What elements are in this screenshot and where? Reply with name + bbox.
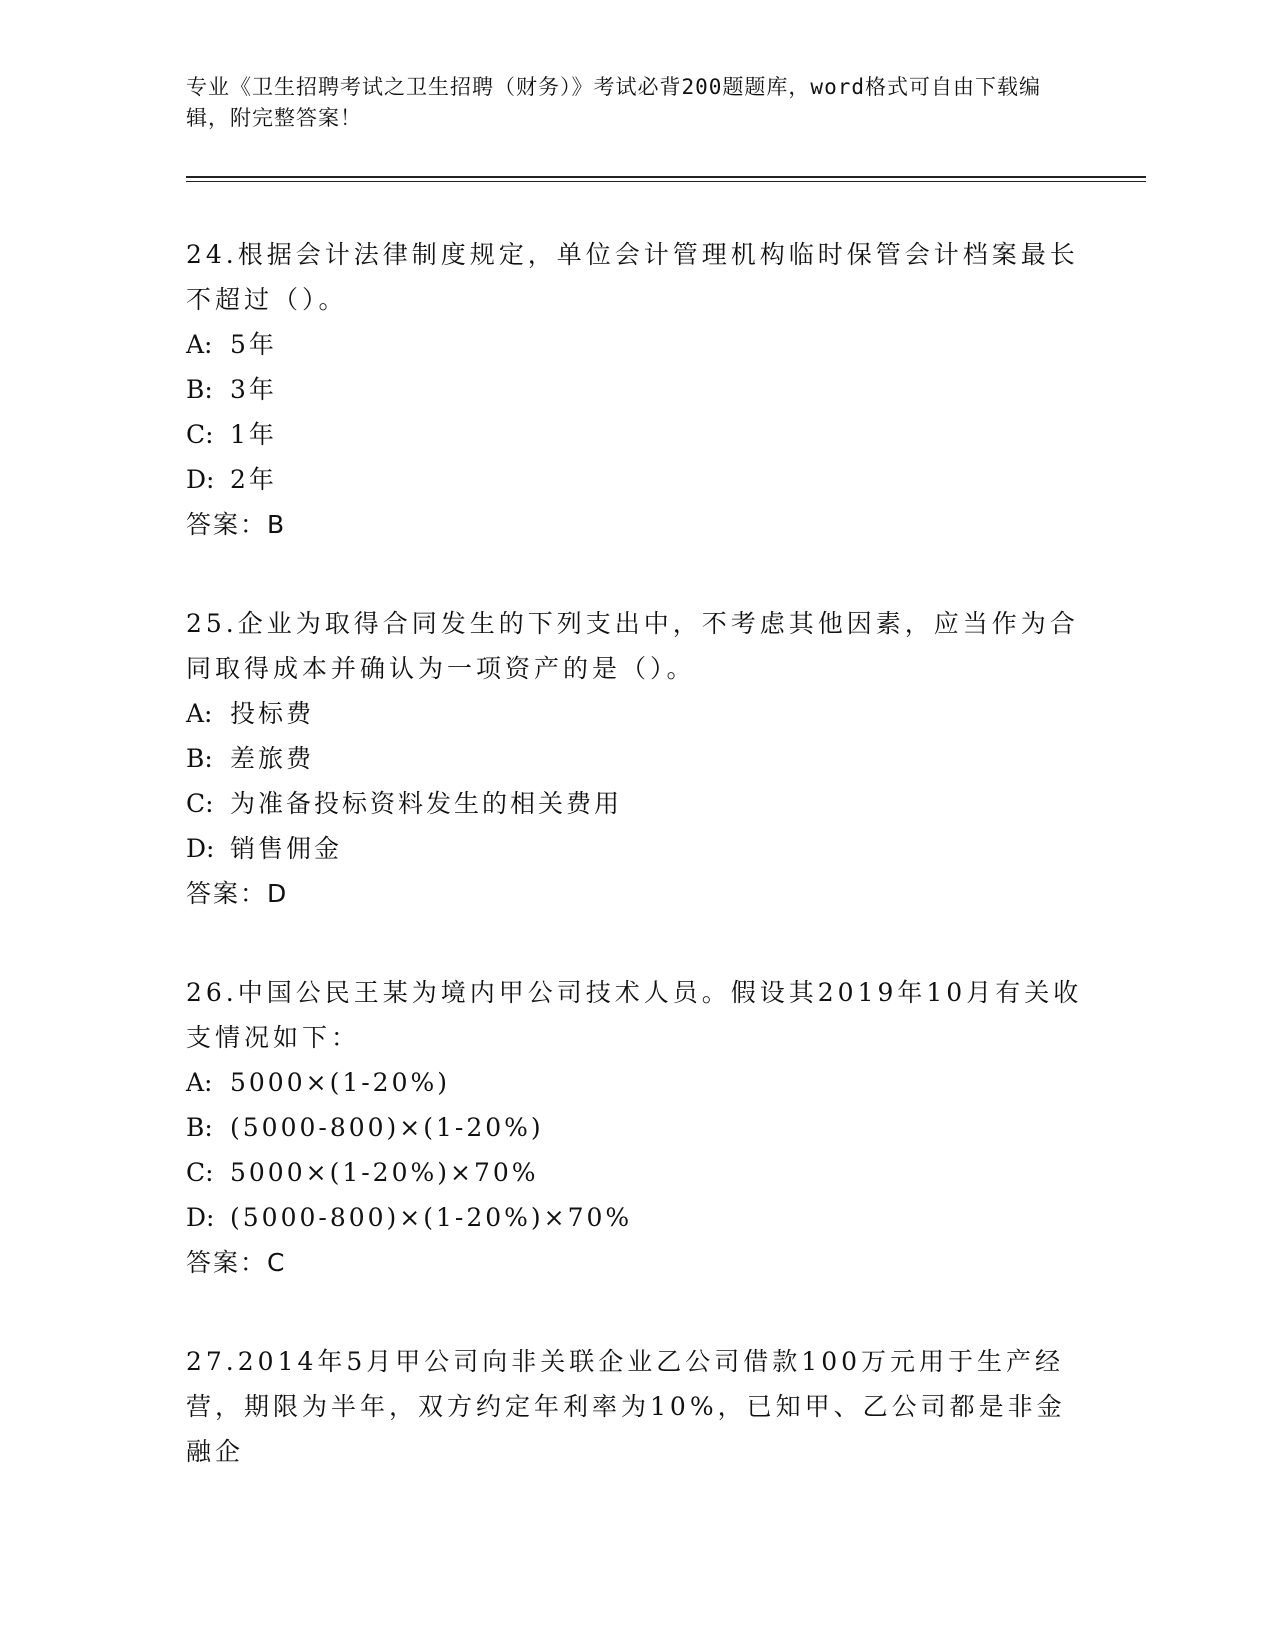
- option-text: 5000×(1-20%)×70%: [230, 1158, 539, 1187]
- option-d: [186, 1195, 1086, 1240]
- option-text: (5000-800)×(1-20%)×70%: [230, 1203, 633, 1232]
- option-d: [186, 826, 1086, 871]
- option-letter: C:: [186, 1158, 214, 1187]
- option-letter: D:: [186, 1203, 215, 1232]
- question-25: [186, 601, 1086, 916]
- header-divider: [186, 176, 1146, 178]
- option-a: [186, 322, 1086, 367]
- document-header: [186, 72, 1066, 134]
- option-text: 销售佣金: [230, 834, 343, 863]
- option-b: [186, 1105, 1086, 1150]
- option-b: [186, 367, 1086, 412]
- question-stem: 24.根据会计法律制度规定，单位会计管理机构临时保管会计档案最长不超过（）。: [186, 240, 1079, 314]
- option-letter: B:: [186, 1113, 213, 1142]
- option-text: (5000-800)×(1-20%): [230, 1113, 544, 1142]
- answer-line: 答案：D: [186, 879, 289, 908]
- question-26: [186, 970, 1086, 1285]
- option-text: 投标费: [230, 699, 315, 728]
- answer-line: 答案：C: [186, 1248, 287, 1277]
- question-stem: 26.中国公民王某为境内甲公司技术人员。假设其2019年10月有关收支情况如下：: [186, 978, 1083, 1052]
- option-letter: A:: [186, 1068, 213, 1097]
- option-text: 差旅费: [230, 744, 315, 773]
- option-a: [186, 691, 1086, 736]
- option-c: [186, 1150, 1086, 1195]
- option-text: 5000×(1-20%): [230, 1068, 450, 1097]
- question-27: [186, 1339, 1086, 1474]
- option-letter: C:: [186, 789, 214, 818]
- header-divider-thin: [186, 181, 1146, 182]
- option-letter: C:: [186, 420, 214, 449]
- option-a: [186, 1060, 1086, 1105]
- option-letter: B:: [186, 375, 213, 404]
- question-stem: 27.2014年5月甲公司向非关联企业乙公司借款100万元用于生产经营，期限为半年，双方约定年利率为10%，已知甲、乙公司都是非金融企: [186, 1347, 1066, 1466]
- option-letter: A:: [186, 330, 213, 359]
- option-text: 5年: [230, 330, 277, 359]
- option-letter: D:: [186, 834, 215, 863]
- option-text: 2年: [230, 465, 277, 494]
- option-c: [186, 412, 1086, 457]
- question-24: [186, 232, 1086, 547]
- option-b: [186, 736, 1086, 781]
- option-letter: A:: [186, 699, 213, 728]
- option-letter: B:: [186, 744, 213, 773]
- option-text: 3年: [230, 375, 277, 404]
- option-c: [186, 781, 1086, 826]
- option-text: 1年: [230, 420, 277, 449]
- question-stem: 25.企业为取得合同发生的下列支出中，不考虑其他因素，应当作为合同取得成本并确认为一项资产的是（）。: [186, 609, 1079, 683]
- option-letter: D:: [186, 465, 215, 494]
- answer-line: 答案：B: [186, 510, 287, 539]
- option-d: [186, 457, 1086, 502]
- header-text: 专业《卫生招聘考试之卫生招聘（财务）》考试必背200题题库，word格式可自由下载编辑，附完整答案！: [186, 75, 1041, 130]
- option-text: 为准备投标资料发生的相关费用: [230, 789, 623, 818]
- question-list: [186, 232, 1086, 1528]
